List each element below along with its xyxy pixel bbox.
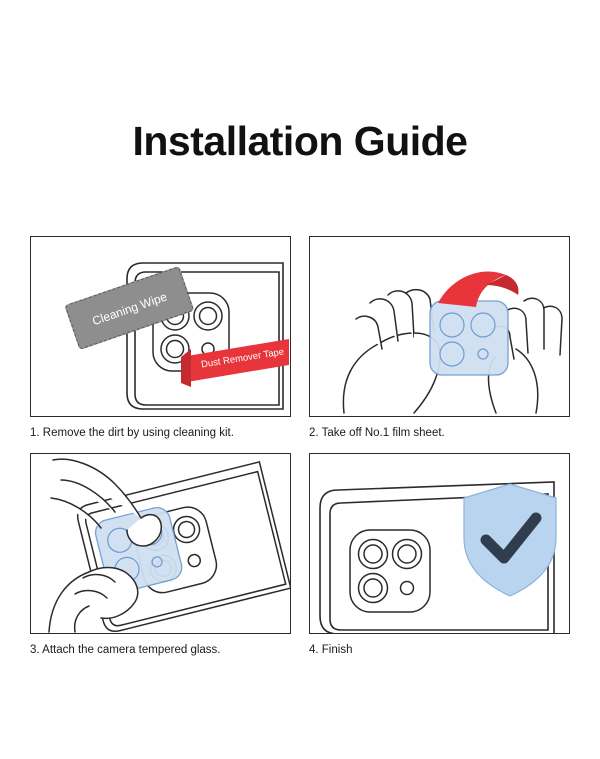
step-3-svg — [31, 454, 290, 633]
step-3-illustration — [30, 453, 291, 634]
step-2-caption: 2. Take off No.1 film sheet. — [309, 427, 445, 439]
step-card-1 — [30, 236, 291, 441]
step-card-2 — [309, 236, 570, 441]
page-title: Installation Guide — [132, 118, 468, 164]
step-4-svg — [310, 454, 569, 633]
steps-grid — [30, 236, 570, 670]
step-1-svg — [31, 237, 290, 416]
step-3-caption: 3. Attach the camera tempered glass. — [30, 643, 221, 656]
step-card-4 — [309, 453, 570, 658]
cleaning-wipe-label: Cleaning Wipe — [90, 289, 169, 329]
step-4-illustration — [309, 453, 570, 634]
step-2-illustration — [309, 236, 570, 417]
shield-check-icon — [464, 484, 556, 596]
steps-row-top — [30, 236, 570, 441]
step-4-caption: 4. Finish — [309, 643, 353, 656]
dust-remover-tape-label: Dust Remover Tape — [200, 346, 285, 371]
step-card-3 — [30, 453, 291, 658]
step-2-svg — [310, 237, 569, 416]
step-1-caption: 1. Remove the dirt by using cleaning kit. — [30, 427, 234, 439]
step-1-illustration — [30, 236, 291, 417]
steps-row-bottom — [30, 453, 570, 658]
